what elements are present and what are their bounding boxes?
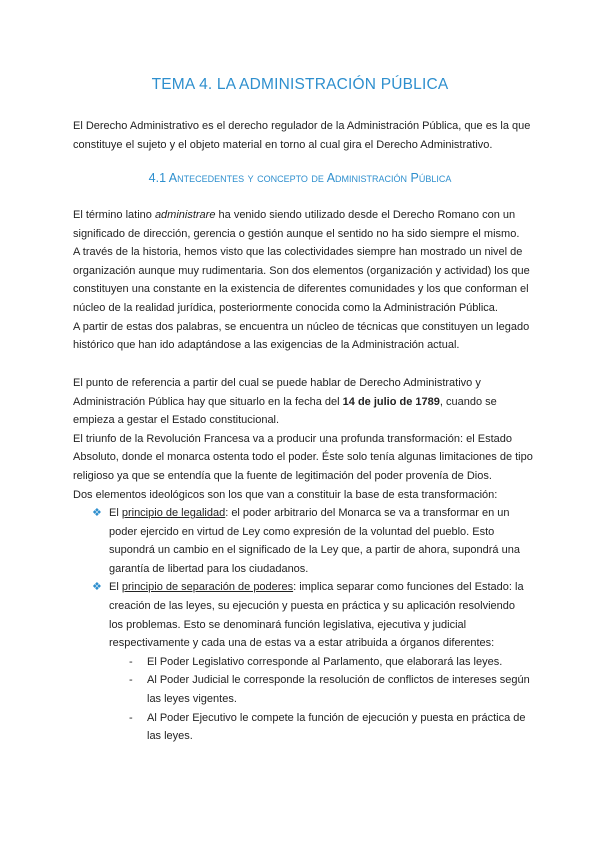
powers-list bbox=[109, 653, 532, 746]
paragraph-line-term: El término latino administrare ha venido siendo utilizado desde el Derecho Romano con un significado de dirección, gerencia o gestión aunque el sentido no ha sido siempre el mismo. bbox=[73, 209, 520, 240]
list-item: ❖ El principio de legalidad: el poder arbitrario del Monarca se va a transformar en un poder ejercido en virtud de Ley como expresión de la voluntad del pueblo. Esto supondrá un cambio en el significado de la Ley que, a partir de ahora, supondrá una garantía de libertad para los ciudadanos. bbox=[92, 504, 532, 578]
intro-paragraph: El Derecho Administrativo es el derecho regulador de la Administración Pública, que es la que constituye el sujeto y el objeto material en torno al cual gira el Derecho Administrativo. bbox=[73, 120, 531, 151]
paragraph-line-revolution: El triunfo de la Revolución Francesa va a producir una profunda transformación: el Estado Absoluto, donde el monarca ostenta todo el poder. Éste solo tenía algunas limitaciones de tipo religioso ya que se entendía que la fuente de legitimación del poder provenía de Dios. bbox=[73, 432, 533, 482]
list-item: - Al Poder Ejecutivo le compete la función de ejecución y puesta en práctica de las leyes. bbox=[109, 709, 532, 746]
principles-list bbox=[92, 504, 532, 746]
paragraph-line-techniques: A partir de estas dos palabras, se encuentra un núcleo de técnicas que constituyen un legado histórico que han ido adaptándose a las exigencias de la Administración actual. bbox=[73, 320, 530, 352]
section-heading: 4.1 Antecedentes y concepto de Administración Pública bbox=[148, 171, 452, 185]
dash-bullet-icon: - bbox=[129, 655, 133, 668]
diamond-bullet-icon: ❖ bbox=[92, 507, 102, 519]
list-item: - Al Poder Judicial le corresponde la resolución de conflictos de intereses según las leyes vigentes. bbox=[109, 671, 532, 708]
dash-bullet-icon: - bbox=[129, 711, 133, 724]
dash-bullet-icon: - bbox=[129, 674, 133, 687]
paragraph-line-elements: Dos elementos ideológicos son los que van a constituir la base de esta transformación: bbox=[73, 488, 498, 501]
paragraph-line-history: A través de la historia, hemos visto que las colectividades siempre han mostrado un nivel de organización aunque muy rudimentaria. Son dos elementos (organización y actividad) los que constituyen una constante en la existencia de diferentes comunidades y los que conforman el núcleo de la realidad jurídica, posteriormente conocida como la Administración Pública. bbox=[73, 246, 530, 314]
bold-date: 14 de julio de 1789 bbox=[342, 395, 440, 408]
paragraph-concept bbox=[73, 206, 533, 355]
italic-term: administrare bbox=[154, 209, 216, 221]
list-item: ❖ El principio de separación de poderes: implica separar como funciones del Estado: la creación de las leyes, su ejecución y puesta en práctica y su aplicación resolviendo los problemas. Esto se denominará función legislativa, ejecutiva y judicial respectivamente y cada una de estas va a estar atribuida a órganos diferentes: - El Poder Legislativo corresponde al Parlamento, que elaborará las leyes. - Al Poder Judicial le corresponde la resolución de conflictos de intereses según las leyes vigentes. - Al Poder Ejecutivo le compete la función de ejecución y puesta en práctica de las leyes. bbox=[92, 578, 532, 745]
term-separacion: principio de separación de poderes bbox=[121, 581, 294, 594]
term-legalidad: principio de legalidad bbox=[121, 507, 226, 519]
page-title: TEMA 4. LA ADMINISTRACIÓN PÚBLICA bbox=[151, 76, 449, 93]
diamond-bullet-icon: ❖ bbox=[92, 581, 102, 594]
list-item: - El Poder Legislativo corresponde al Parlamento, que elaborará las leyes. bbox=[109, 653, 532, 672]
paragraph-origin bbox=[73, 374, 533, 504]
paragraph-line-date: El punto de referencia a partir del cual se puede hablar de Derecho Administrativo y Administración Pública hay que situarlo en la fecha del 14 de julio de 1789, cuando se empieza a gestar el Estado constitucional. bbox=[73, 377, 497, 427]
